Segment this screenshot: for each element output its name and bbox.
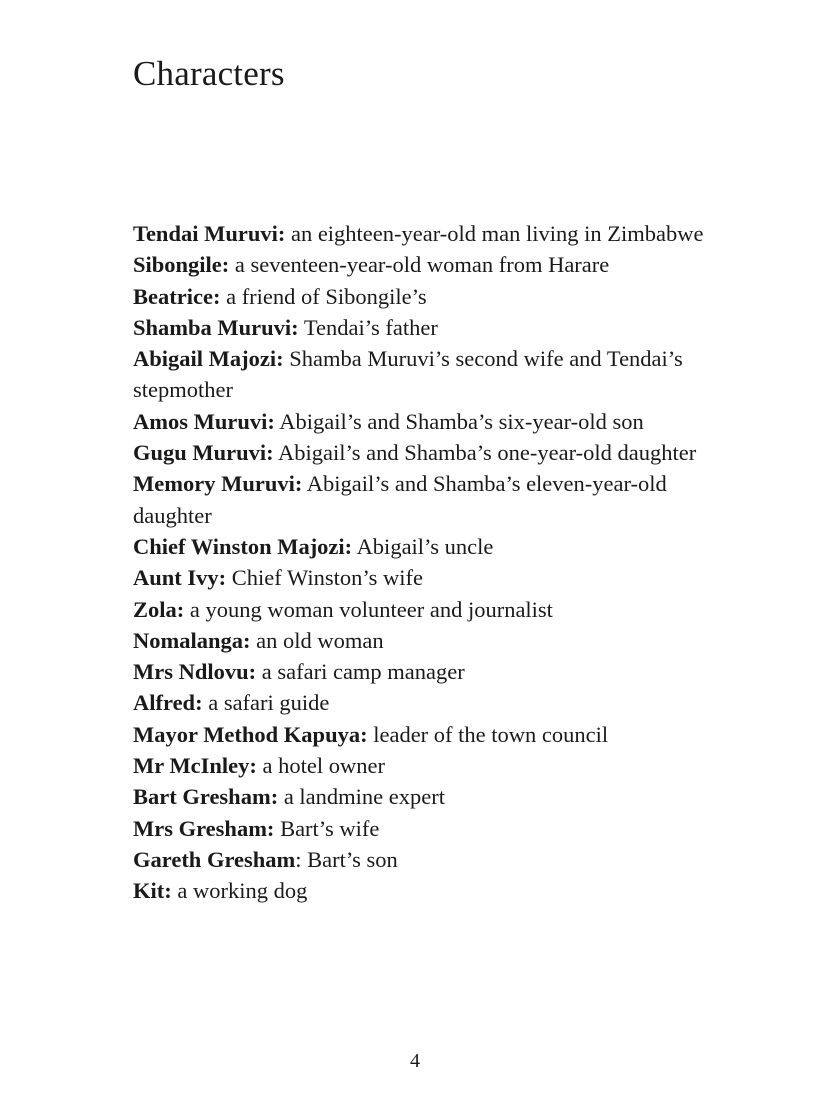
character-description: Bart’s son — [307, 846, 398, 872]
character-entry — [133, 531, 713, 562]
character-name: Chief Winston Majozi: — [133, 533, 353, 559]
character-name: Kit: — [133, 878, 172, 904]
character-name: Mayor Method Kapuya: — [133, 721, 368, 747]
character-entry — [133, 625, 713, 656]
page-title: Characters — [133, 54, 285, 93]
character-description: a seventeen-year-old woman from Harare — [234, 252, 610, 278]
character-description: Chief Winston’s wife — [231, 565, 423, 591]
character-description: a landmine expert — [283, 784, 445, 810]
character-description: a safari guide — [208, 690, 330, 716]
character-name: Aunt Ivy: — [133, 565, 227, 591]
character-description: Abigail’s uncle — [356, 533, 494, 559]
character-entry — [133, 719, 713, 750]
character-entry — [133, 656, 713, 687]
character-description: a friend of Sibongile’s — [226, 283, 427, 309]
character-name: Shamba Muruvi: — [133, 314, 299, 340]
character-description: a hotel owner — [262, 753, 386, 779]
character-description: leader of the town council — [373, 721, 609, 747]
character-description: Abigail’s and Shamba’s eleven-year-old daughter — [133, 471, 667, 528]
character-name: Alfred: — [133, 690, 203, 716]
page-number: 4 — [410, 1050, 420, 1072]
character-separator: : — [295, 846, 308, 872]
character-name: Nomalanga: — [133, 627, 251, 653]
character-name: Mr McInley: — [133, 753, 257, 779]
character-name: Mrs Gresham: — [133, 815, 275, 841]
character-name: Tendai Muruvi: — [133, 221, 286, 246]
character-name: Amos Muruvi: — [133, 408, 275, 434]
character-entry — [133, 249, 713, 280]
character-entry — [133, 218, 713, 249]
character-entry — [133, 406, 713, 437]
character-description: a safari camp manager — [261, 659, 465, 685]
character-description: Shamba Muruvi’s second wife and Tendai’s stepmother — [133, 346, 683, 403]
character-description: a working dog — [177, 878, 308, 904]
character-entry — [133, 750, 713, 781]
character-name: Gugu Muruvi: — [133, 440, 274, 466]
character-name: Sibongile: — [133, 252, 230, 278]
character-list — [133, 218, 713, 907]
character-description: a young woman volunteer and journalist — [189, 596, 553, 622]
character-name: Zola: — [133, 596, 185, 622]
character-entry — [133, 468, 713, 531]
character-name: Abigail Majozi: — [133, 346, 284, 372]
character-name: Mrs Ndlovu: — [133, 659, 257, 685]
character-entry — [133, 594, 713, 625]
character-description: Abigail’s and Shamba’s one-year-old daughter — [278, 440, 697, 466]
character-entry — [133, 281, 713, 312]
character-name: Memory Muruvi: — [133, 471, 303, 497]
character-description: Tendai’s father — [303, 314, 438, 340]
character-description: an eighteen-year-old man living in Zimbabwe — [290, 221, 704, 246]
character-name: Beatrice: — [133, 283, 221, 309]
character-name: Bart Gresham: — [133, 784, 279, 810]
character-entry — [133, 437, 713, 468]
character-entry — [133, 687, 713, 718]
character-name: Gareth Gresham — [133, 846, 296, 872]
character-description: an old woman — [256, 627, 384, 653]
character-description: Bart’s wife — [280, 815, 380, 841]
character-entry — [133, 875, 713, 906]
character-description: Abigail’s and Shamba’s six-year-old son — [279, 408, 644, 434]
character-entry — [133, 343, 713, 406]
character-entry — [133, 562, 713, 593]
character-entry — [133, 844, 713, 875]
character-entry — [133, 781, 713, 812]
character-entry — [133, 312, 713, 343]
character-entry — [133, 813, 713, 844]
